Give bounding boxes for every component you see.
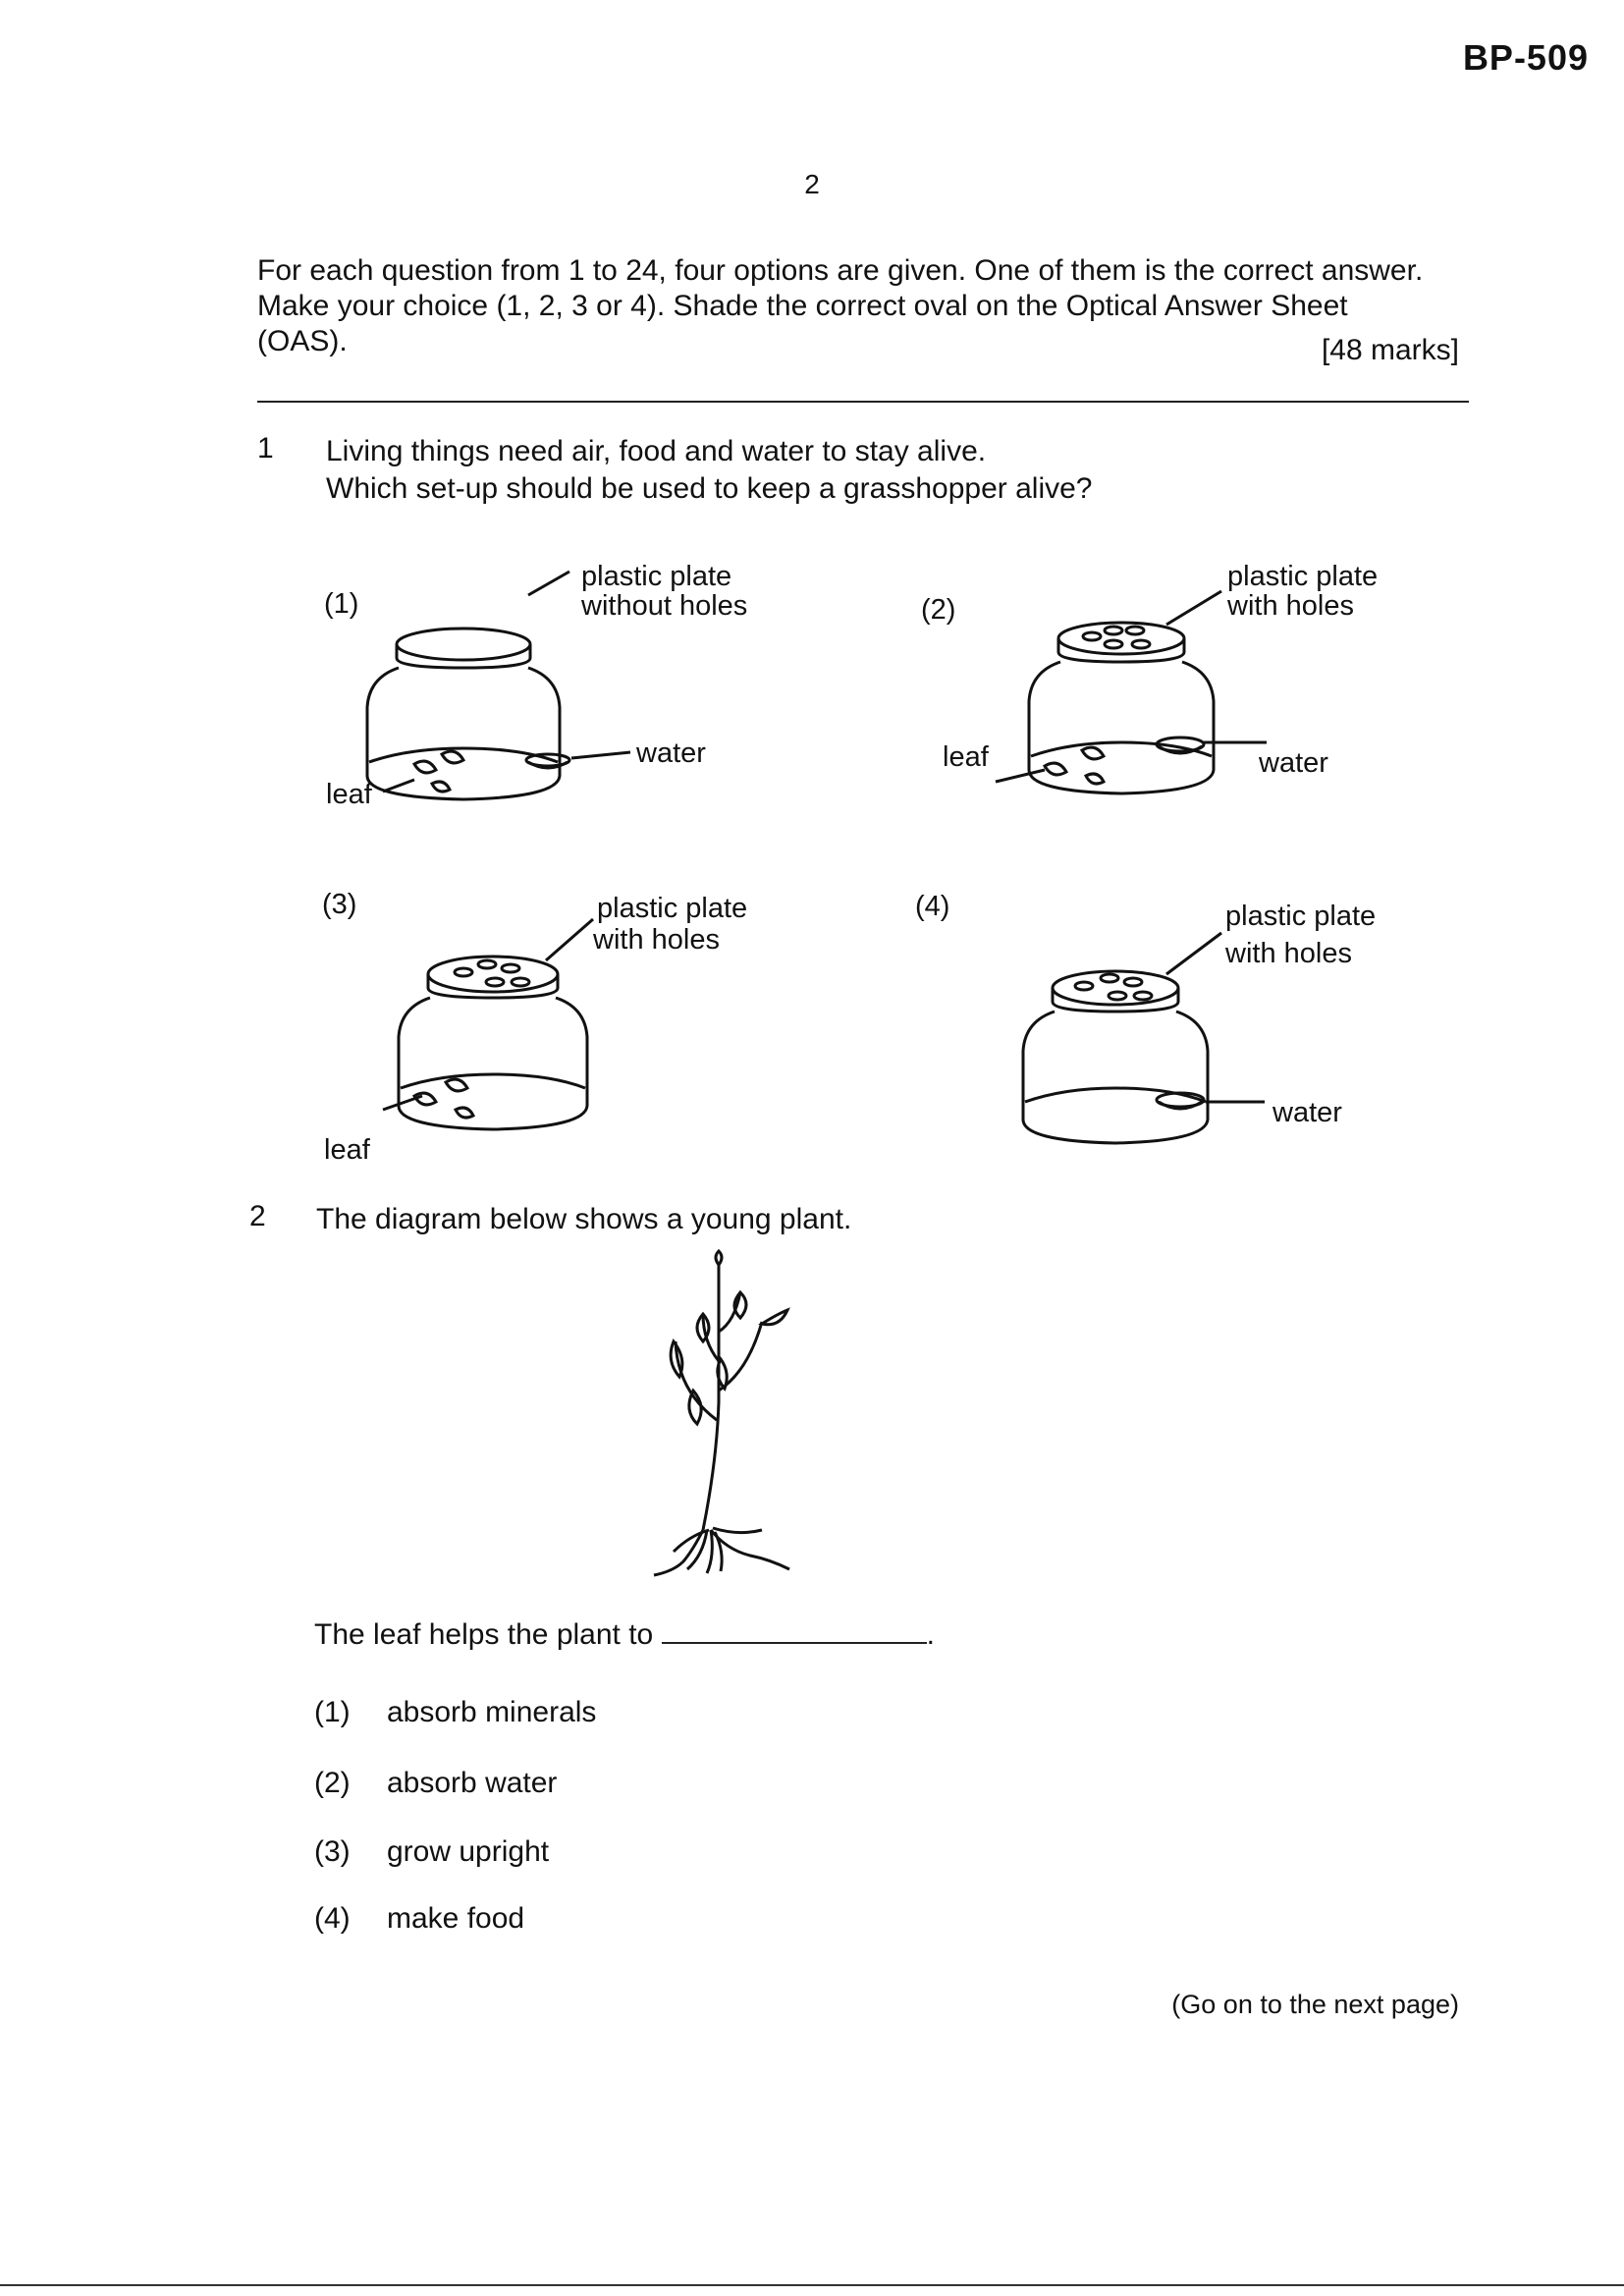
q1-option-3-lid-label-b: with holes bbox=[593, 924, 720, 956]
q2-option-1-number: (1) bbox=[314, 1696, 351, 1728]
q1-option-4-water-label: water bbox=[1272, 1097, 1342, 1128]
next-page-note: (Go on to the next page) bbox=[1171, 1990, 1459, 2019]
q1-option-4-lid-label-a: plastic plate bbox=[1225, 901, 1377, 932]
section-divider bbox=[257, 401, 1469, 403]
question-2-stem: The diagram below shows a young plant. bbox=[316, 1203, 852, 1235]
q1-option-2-lid-label-a: plastic plate bbox=[1227, 561, 1379, 592]
q2-option-3-text: grow upright bbox=[387, 1835, 550, 1868]
answer-blank bbox=[662, 1616, 927, 1644]
q2-option-4-number: (4) bbox=[314, 1902, 351, 1935]
q1-option-2-water-label: water bbox=[1259, 747, 1328, 779]
q1-option-2-jar-diagram bbox=[992, 570, 1286, 815]
question-2-prompt-end: . bbox=[926, 1618, 935, 1651]
question-2-prompt bbox=[314, 1616, 935, 1653]
young-plant-diagram bbox=[638, 1253, 825, 1587]
q1-option-3-jar-diagram bbox=[373, 903, 668, 1149]
q2-option-4-text: make food bbox=[387, 1902, 525, 1935]
instructions-line-1: For each question from 1 to 24, four options are given. One of them is the correct answer. bbox=[257, 254, 1424, 287]
q1-option-1-lid-label-a: plastic plate bbox=[581, 561, 732, 592]
q1-option-3-lid-label-a: plastic plate bbox=[597, 893, 748, 924]
q1-option-3-number: (3) bbox=[322, 889, 357, 920]
question-1-line-2: Which set-up should be used to keep a grasshopper alive? bbox=[326, 472, 1093, 505]
page-bottom-rule bbox=[0, 2284, 1624, 2286]
instructions-line-3: (OAS). bbox=[257, 325, 348, 357]
question-1-line-1: Living things need air, food and water to stay alive. bbox=[326, 435, 987, 467]
q1-option-4-lid-label-b: with holes bbox=[1225, 938, 1352, 969]
q1-option-1-number: (1) bbox=[324, 588, 359, 620]
total-marks: [48 marks] bbox=[1321, 334, 1459, 366]
q1-option-1-lid-label-b: without holes bbox=[581, 590, 748, 622]
q1-option-2-leaf-label: leaf bbox=[943, 741, 989, 773]
q1-option-1-leaf-label: leaf bbox=[326, 779, 372, 810]
paper-code: BP-509 bbox=[1462, 37, 1589, 78]
q2-option-3-number: (3) bbox=[314, 1835, 351, 1868]
q2-option-2-number: (2) bbox=[314, 1767, 351, 1799]
page-number: 2 bbox=[804, 169, 820, 199]
q1-option-2-number: (2) bbox=[921, 594, 956, 626]
question-1-number: 1 bbox=[257, 432, 274, 465]
q1-option-2-lid-label-b: with holes bbox=[1227, 590, 1354, 622]
q1-option-1-jar-diagram bbox=[363, 570, 658, 815]
q1-option-4-number: (4) bbox=[915, 891, 950, 922]
q2-option-1-text: absorb minerals bbox=[387, 1696, 597, 1728]
instructions-line-2: Make your choice (1, 2, 3 or 4). Shade the correct oval on the Optical Answer Sheet bbox=[257, 290, 1348, 322]
q1-option-1-water-label: water bbox=[636, 738, 706, 769]
q1-option-4-jar-diagram bbox=[1001, 923, 1296, 1159]
question-2-number: 2 bbox=[249, 1200, 266, 1232]
q2-option-2-text: absorb water bbox=[387, 1767, 558, 1799]
q1-option-3-leaf-label: leaf bbox=[324, 1134, 370, 1166]
question-2-prompt-text: The leaf helps the plant to bbox=[314, 1618, 654, 1651]
instructions bbox=[257, 253, 1475, 359]
